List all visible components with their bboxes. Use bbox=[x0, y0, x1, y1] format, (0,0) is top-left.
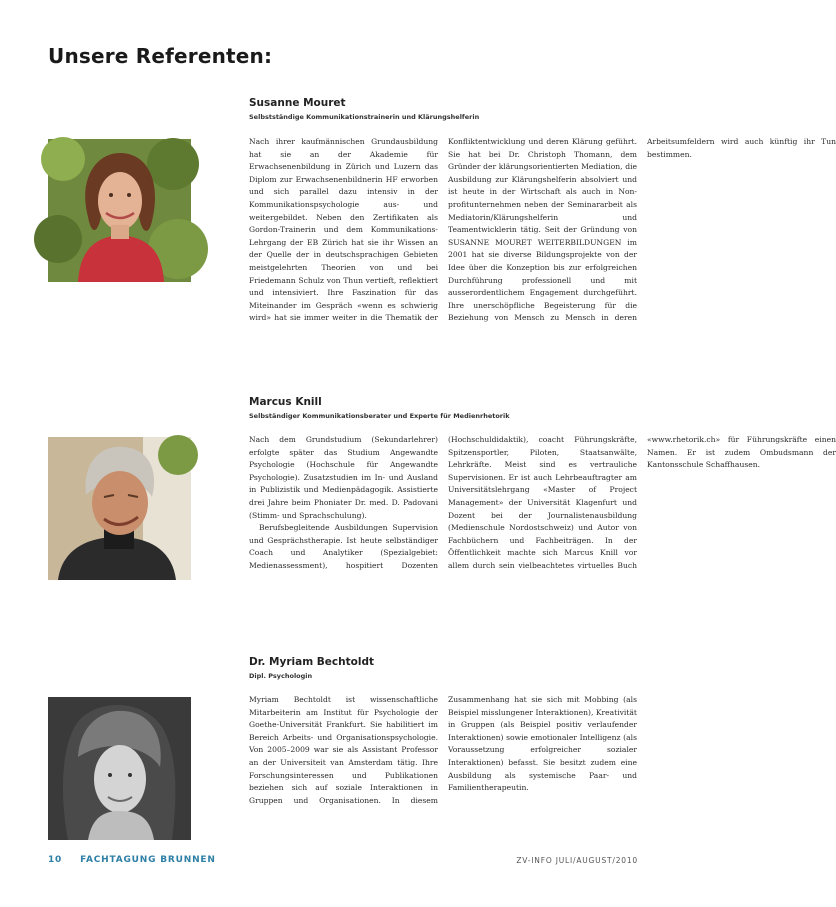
portrait-photo-susanne-mouret bbox=[48, 139, 191, 282]
speaker-bio-myriam-bechtoldt bbox=[249, 694, 637, 854]
speaker-name: Dr. Myriam Bechtoldt bbox=[249, 656, 374, 668]
portrait-photo-marcus-knill bbox=[48, 437, 191, 580]
speaker-role: Dipl. Psychologin bbox=[249, 672, 313, 680]
speaker-bio-susanne-mouret bbox=[249, 136, 836, 326]
bio-paragraph: Myriam Bechtoldt ist wissenschaftliche Mitarbeiterin am Institut für Psychologie der Goethe-Universität Frankfurt. Sie habilitiert im Bereich Arbeits- und Organisationspsychologie. Von 2005–2009 war sie als Assistant Professor an der Universiteit van Amsterdam tätig. Ihre Forschungsinteressen und Publikationen beziehen sich auf soziale Interaktionen in Gruppen und Organisationen. In diesem Zusammenhang hat sie sich mit Mobbing (als Beispiel misslungener Interaktionen), Kreativität in Gruppen (als Beispiel positiv verlaufender Interaktionen) sowie emotionaler Intelligenz (als Voraussetzung erfolgreicher sozialer Interaktionen) befasst. Sie besitzt zudem eine Ausbildung als systemische Paar- und Familientherapeutin. bbox=[249, 695, 637, 805]
footer-section bbox=[48, 855, 216, 865]
bio-paragraph: Nach ihrer kaufmännischen Grundausbildung hat sie an der Akademie für Erwachsenenbildung in Zürich und Luzern das Diplom zur Erwachsenenbildnerin HF erworben und sich parallel dazu intensiv in der Kommunikationspsychologie aus- und weitergebildet. Neben den Zertifikaten als Gordon-Trainerin und dem Kommunikations-Lehrgang der EB Zürich hat sie ihr Wissen an der Quelle der in deutschsprachigen Gebieten meistgelehrten Theorien von und bei Friedemann Schulz von Thun vertieft, reflektiert und intensiviert. Ihre Faszination für das Miteinander im Gespräch «wenn es schwierig wird» hat sie immer weiter in die Thematik der Konfliktentwicklung und deren Klärung geführt. Sie hat bei Dr. Christoph Thomann, dem Gründer der klärungsorientierten Mediation, die Ausbildung zur Klärungshelferin absolviert und ist heute in der Wirtschaft als auch in Non-profitunternehmen neben der Seminararbeit als Mediatorin/Klärungshelferin und Teamentwicklerin tätig. Seit der Gründung von SUSANNE MOURET WEITERBILDUNGEN im 2001 hat sie diverse Bildungsprojekte von der Idee über die Konzeption bis zur erfolgreichen Durchführung professionell und mit ausserordentlichem Engagement durchgeführt. Ihre unerschöpfliche Begeisterung für die Beziehung von Mensch zu Mensch in deren Arbeitsumfeldern wird auch künftig ihr Tun bestimmen. bbox=[249, 137, 836, 323]
speaker-role: Selbständiger Kommunikationsberater und Experte für Medienrhetorik bbox=[249, 412, 510, 420]
speaker-name: Marcus Knill bbox=[249, 396, 322, 408]
bio-paragraph: Nach dem Grundstudium (Sekundarlehrer) erfolgte später das Studium Angewandte Psychologie (Hochschule für Angewandte Psychologie). Zusatzstudien im In- und Ausland in Publizistik und Medienpädagogik. Assistierte drei Jahre beim Phoniater Dr. med. D. Padovani (Stimm- und Sprachschulung). bbox=[249, 435, 438, 520]
speaker-role: Selbstständige Kommunikationstrainerin und Klärungshelferin bbox=[249, 113, 480, 121]
issue-label: ZV-INFO JULI/AUGUST/2010 bbox=[516, 856, 638, 865]
speaker-name: Susanne Mouret bbox=[249, 97, 346, 109]
page-number: 10 bbox=[48, 855, 63, 865]
speaker-bio-marcus-knill bbox=[249, 434, 836, 584]
section-name: FACHTAGUNG BRUNNEN bbox=[80, 855, 216, 865]
portrait-photo-myriam-bechtoldt bbox=[48, 697, 191, 840]
bio-paragraph: Berufsbegleitende Ausbildungen Supervision und Gesprächstherapie. Ist heute selbständiger Coach und Analytiker (Spezialgebiet: Medienassessment), hospitiert Dozenten (Hochschuldidaktik), coacht Führungskräfte, Spitzensportler, Piloten, Staatsanwälte, Lehrkräfte. Meist sind es vertrauliche Supervisionen. Er ist auch Lehrbeauftragter am Universitätslehrgang «Master of Project Management» der Universität Klagenfurt und Dozent bei der Journalistenausbildung (Medienschule Nordostschweiz) und Autor von Fachbüchern und Fachbeiträgen. In der Öffentlichkeit machte sich Marcus Knill vor allem durch sein vielbeachtetes virtuelles Buch «www.rhetorik.ch» für Führungskräfte einen Namen. Er ist zudem Ombudsmann der Kantonsschule Schaffhausen. bbox=[249, 435, 836, 570]
page-title: Unsere Referenten: bbox=[48, 44, 273, 68]
